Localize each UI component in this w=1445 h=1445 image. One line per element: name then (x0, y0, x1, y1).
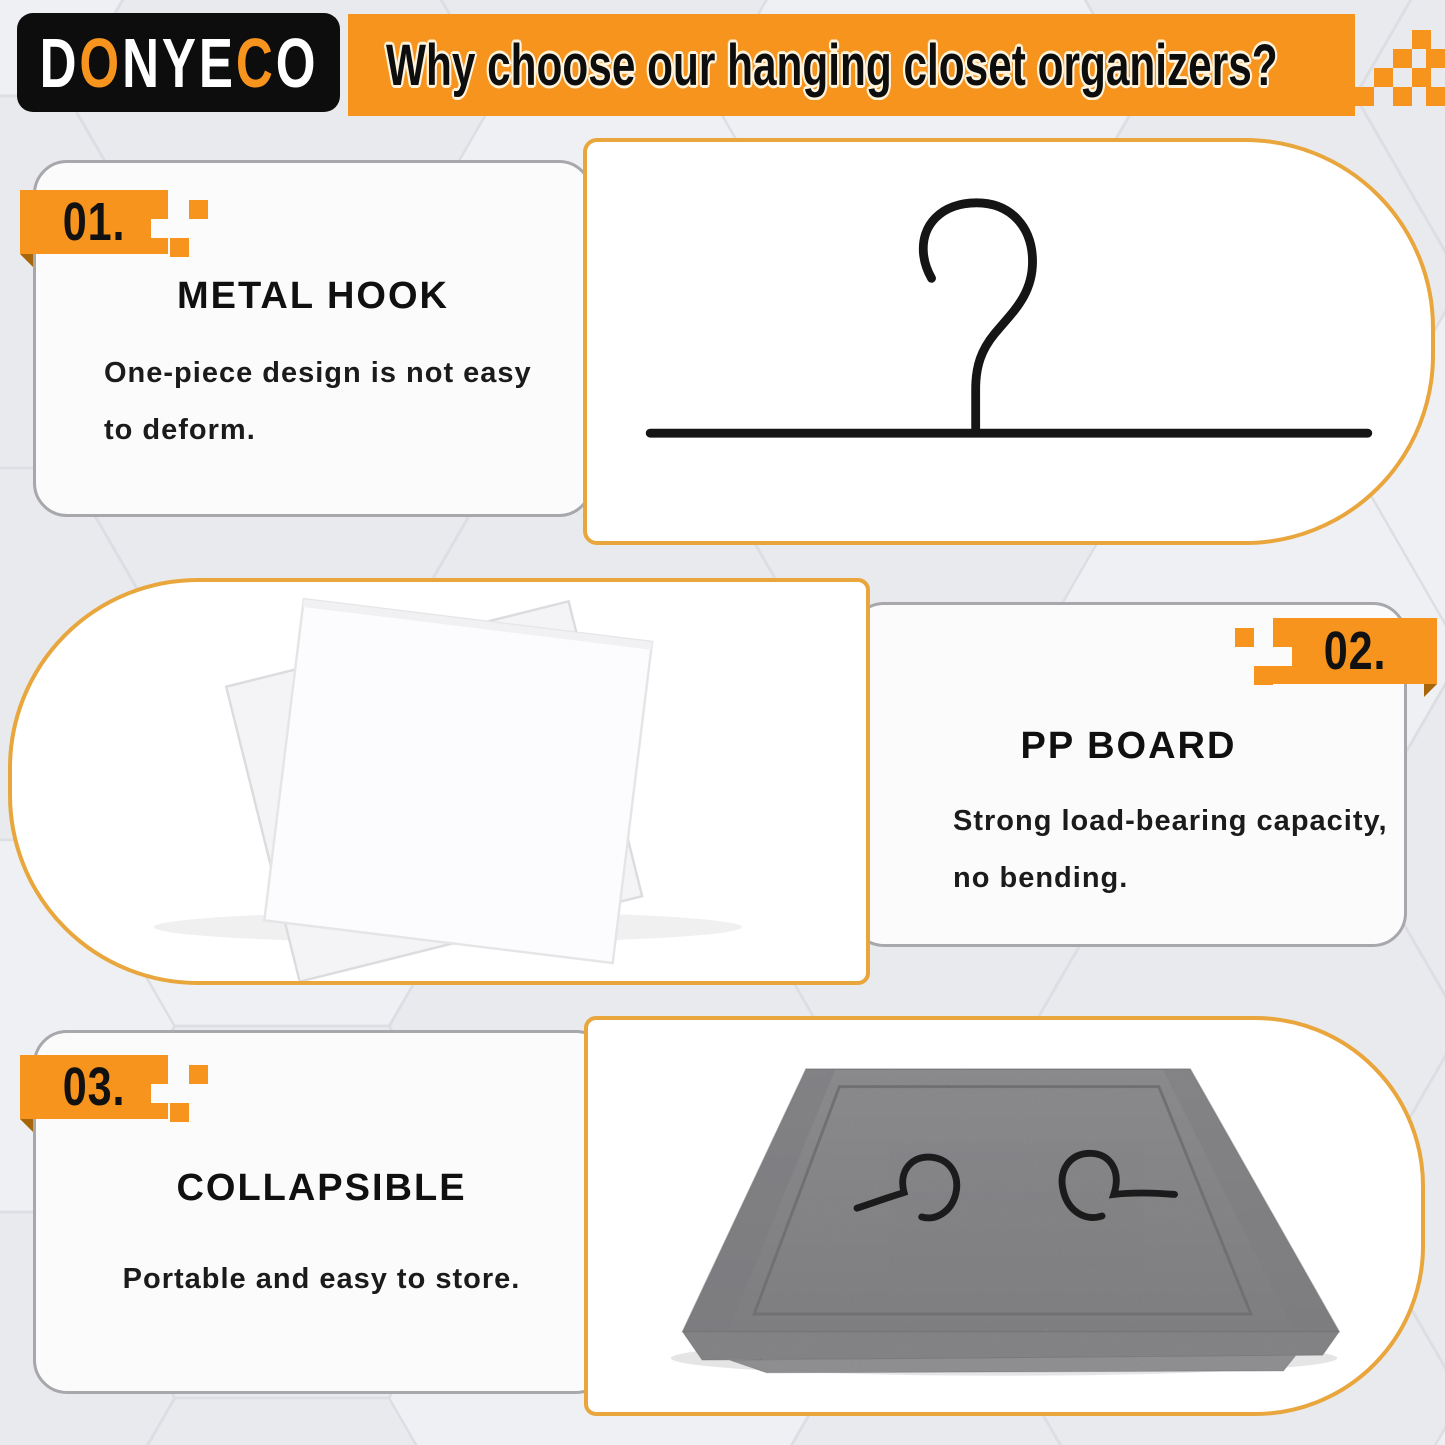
section-3-number-badge (20, 1055, 168, 1119)
metal-hook-image (587, 142, 1431, 541)
logo-letter: N (121, 23, 162, 102)
checker-decoration (189, 1065, 208, 1084)
section-2-number: 02. (1323, 621, 1387, 681)
section-2-number-badge (1273, 618, 1437, 684)
section-3-body: Portable and easy to store. (122, 1263, 521, 1295)
logo-letter: O (78, 23, 122, 102)
section-3-image-panel (584, 1016, 1425, 1416)
checker-decoration (1374, 68, 1393, 87)
checker-decoration (1254, 666, 1273, 685)
logo-letter: D (39, 23, 79, 102)
checker-decoration (1426, 49, 1445, 68)
section-2-image-panel (8, 578, 870, 985)
checker-decoration (170, 1103, 189, 1122)
brand-logo-text (39, 23, 318, 103)
section-1-number: 01. (62, 192, 126, 252)
checker-decoration (1393, 87, 1412, 106)
checker-decoration (1412, 68, 1431, 87)
logo-letter: Y (161, 23, 199, 102)
logo-letter: E (198, 23, 236, 102)
checker-decoration (151, 1084, 170, 1103)
checker-decoration (1393, 49, 1412, 68)
section-1-number-badge (20, 190, 168, 254)
checker-decoration (1273, 647, 1292, 666)
header-banner (348, 14, 1355, 116)
checker-decoration (1426, 87, 1445, 106)
section-3-number: 03. (62, 1057, 126, 1117)
logo-letter: C (235, 23, 276, 102)
pp-board-image (12, 582, 866, 981)
section-3-heading: COLLAPSIBLE (176, 1167, 467, 1209)
folded-organizer-image (588, 1020, 1421, 1412)
section-2-heading: PP BOARD (1020, 725, 1237, 767)
logo-letter: O (275, 23, 318, 102)
section-1-image-panel (583, 138, 1435, 545)
checker-decoration (1355, 87, 1374, 106)
checker-decoration (189, 200, 208, 219)
section-2-body: Strong load-bearing capacity, no bending. (953, 805, 1388, 894)
brand-logo (17, 13, 340, 112)
page-title: Why choose our hanging closet organizers? (386, 33, 1278, 98)
section-1-body: One-piece design is not easy to deform. (104, 357, 532, 446)
checker-decoration (151, 219, 170, 238)
checker-decoration (1235, 628, 1254, 647)
section-1-heading: METAL HOOK (177, 275, 449, 317)
checker-decoration (1412, 30, 1431, 49)
checker-decoration (170, 238, 189, 257)
